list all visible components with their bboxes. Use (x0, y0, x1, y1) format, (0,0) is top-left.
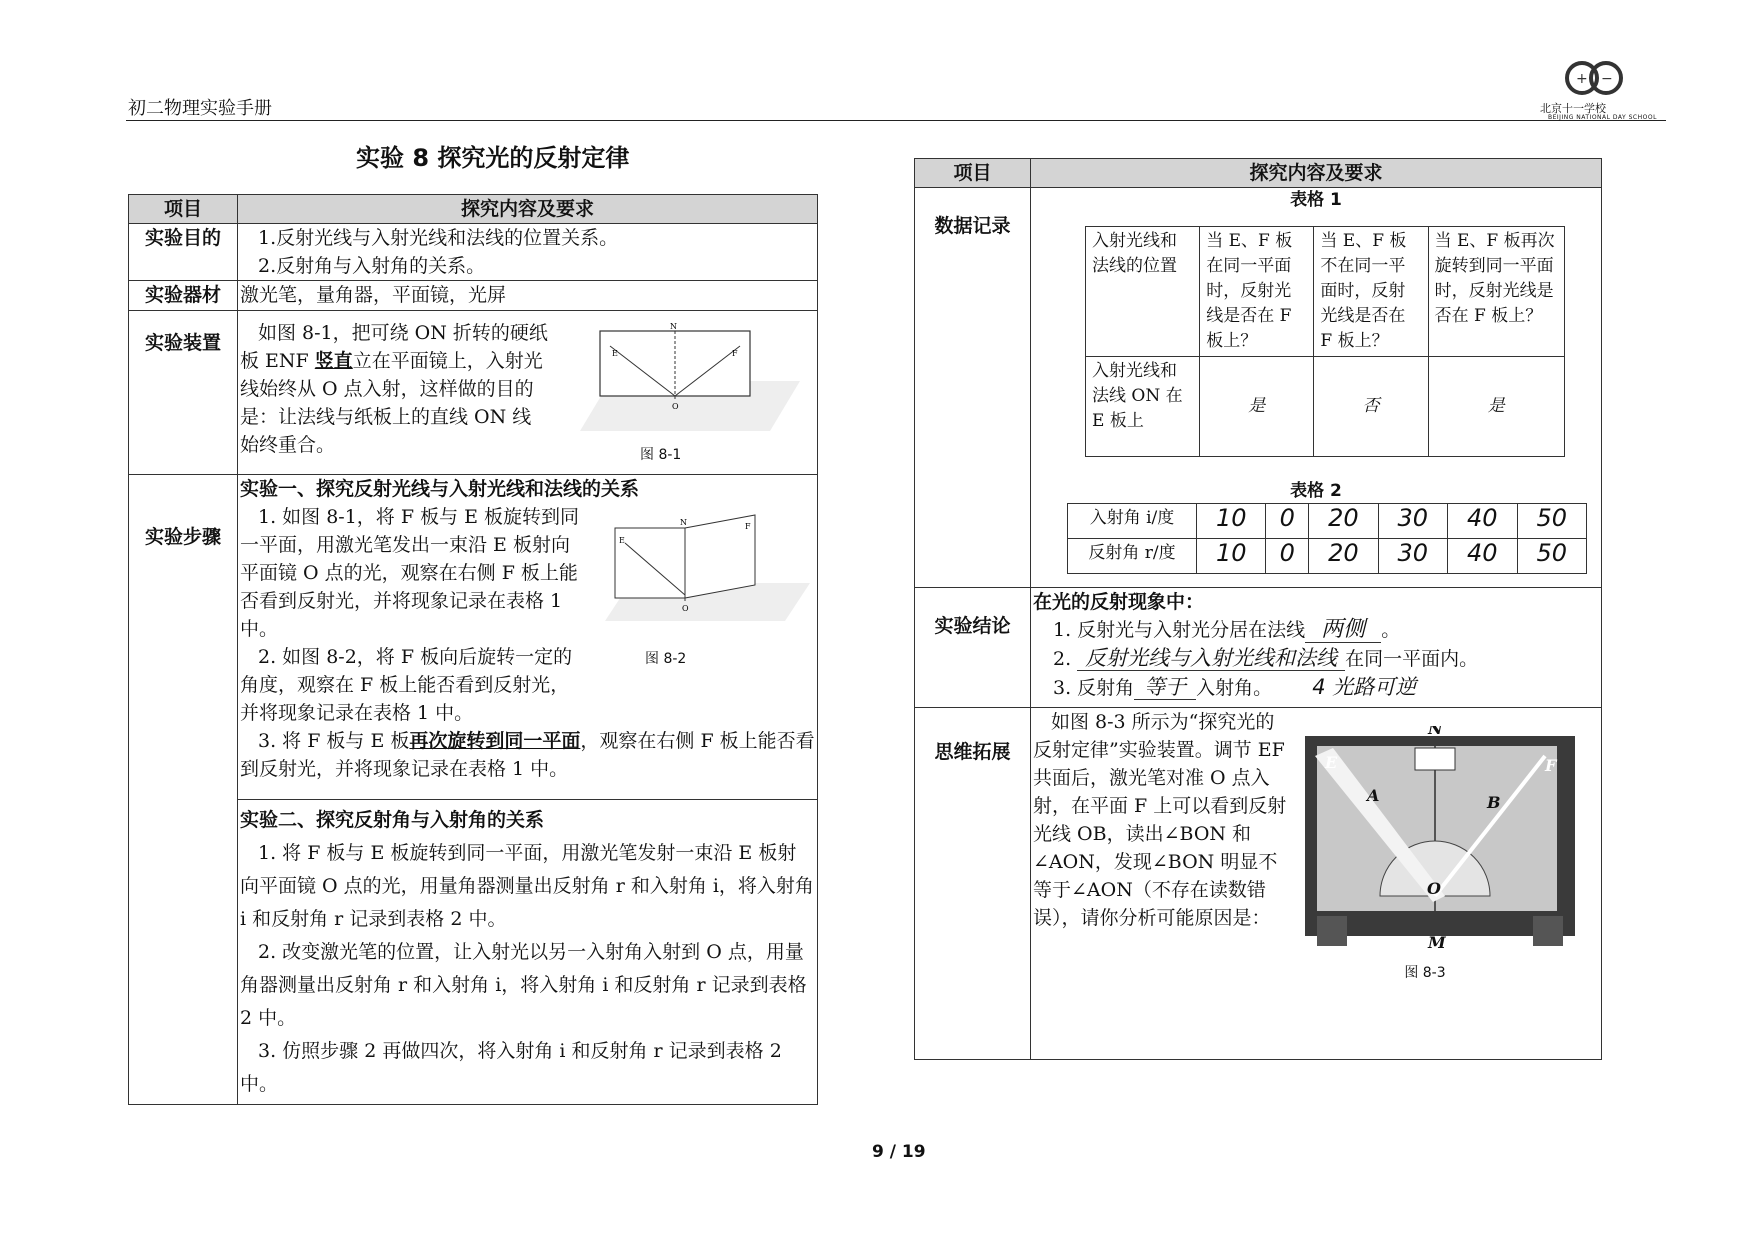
incident-angle-value: 0 (1266, 504, 1309, 539)
svg-text:F: F (732, 349, 738, 358)
svg-text:E: E (612, 349, 618, 358)
reflection-angle-value: 10 (1197, 539, 1266, 574)
answer-same-plane: 是 (1200, 357, 1314, 457)
left-table (128, 194, 818, 1105)
svg-text:O: O (672, 402, 679, 411)
school-logo-name: 北京十一学校 (1540, 102, 1606, 115)
extension-text: 如图 8-3 所示为“探究光的反射定律”实验装置。调节 EF 共面后，激光笔对准 O 点入射，在平面 F 上可以看到反射光线 OB，读出∠BON 和∠AON，发现∠BON 明显不等于∠AON（不存在读数错误），请你分析可能原因是： (1033, 711, 1287, 929)
reflection-angle-value: 30 (1378, 539, 1447, 574)
page-number: 9 / 19 (872, 1142, 926, 1162)
experiment-one-step-3: 3. 将 F 板与 E 板再次旋转到同一平面，观察在右侧 F 板上能否看到反射光，并将现象记录在表格 1 中。 (240, 730, 815, 780)
col-content-header: 探究内容及要求 (238, 195, 818, 224)
incident-angle-value: 10 (1197, 504, 1266, 539)
table-1: 入射光线和法线的位置 当 E、F 板在同一平面时，反射光线是否在 F 板上？ 当 E、F 板不在同一平面时，反射光线是否在 F 板上？ 当 E、F 板再次旋转到同一平面时，反射光线是否在 F 板上？ 入射光线和法线 ON 在 E 板上 是 否 是 (1085, 226, 1565, 457)
experiment-two-title: 实验二、探究反射角与入射角的关系 (240, 809, 545, 831)
reflection-board-diagram (550, 311, 800, 441)
figure-8-2 (585, 503, 815, 727)
reflection-angle-value: 0 (1266, 539, 1309, 574)
table-2 (1067, 503, 1587, 574)
svg-text:−: − (1601, 71, 1613, 87)
reflection-angle-value: 50 (1517, 539, 1586, 574)
svg-text:N: N (680, 518, 687, 527)
incident-angle-value: 20 (1309, 504, 1378, 539)
reflection-angle-label: 反射角 r/度 (1068, 539, 1197, 574)
extension-content (1031, 708, 1602, 1060)
figure-8-2-caption: 图 8-2 (645, 651, 687, 667)
col-item-header-right: 项目 (915, 159, 1031, 188)
incident-angle-value: 30 (1378, 504, 1447, 539)
svg-text:O: O (682, 604, 689, 613)
incident-angle-value: 40 (1448, 504, 1517, 539)
reflection-angle-value: 20 (1309, 539, 1378, 574)
figure-8-3 (1295, 708, 1595, 987)
data-record-label: 数据记录 (915, 188, 1031, 588)
steps-label: 实验步骤 (129, 475, 238, 1105)
rotated-board-diagram (585, 503, 810, 633)
svg-text:M: M (1428, 933, 1446, 951)
extension-label: 思维拓展 (915, 708, 1031, 1060)
col-content-header-right: 探究内容及要求 (1031, 159, 1602, 188)
setup-content (238, 311, 818, 475)
reflection-apparatus-photo (1295, 726, 1585, 951)
purpose-content: 1.反射光线与入射光线和法线的位置关系。 2.反射角与入射角的关系。 (238, 224, 818, 281)
school-logo-sub: BEIJING NATIONAL DAY SCHOOL (1548, 114, 1657, 121)
manual-title: 初二物理实验手册 (128, 98, 272, 119)
setup-text: 如图 8-1，把可绕 ON 折转的硬纸板 ENF 竖直立在平面镜上，入射光线始终从 O 点入射，这样做的目的是：让法线与纸板上的直线 ON 线始终重合。 (240, 322, 548, 456)
table-1-title: 表格 1 (1290, 190, 1342, 210)
svg-text:O: O (1427, 879, 1441, 898)
purpose-label: 实验目的 (129, 224, 238, 281)
table-1-row-label: 入射光线和法线 ON 在 E 板上 (1086, 357, 1200, 457)
equipment-content: 激光笔，量角器，平面镜，光屏 (238, 281, 818, 311)
right-table (914, 158, 1602, 1060)
col-item-header: 项目 (129, 195, 238, 224)
svg-text:+: + (1576, 71, 1588, 87)
experiment-one (238, 475, 818, 800)
table-2-title: 表格 2 (1290, 481, 1342, 501)
experiment-one-title: 实验一、探究反射光线与入射光线和法线的关系 (240, 478, 640, 500)
svg-text:E: E (1325, 753, 1338, 772)
figure-8-1 (550, 311, 810, 463)
svg-text:A: A (1367, 786, 1380, 805)
incident-angle-value: 50 (1517, 504, 1586, 539)
experiment-two: 实验二、探究反射角与入射角的关系 1. 将 F 板与 E 板旋转到同一平面，用激光笔发射一束沿 E 板射向平面镜 O 点的光，用量角器测量出反射角 r 和入射角 i，将入射角 i 和反射角 r 记录到表格 2 中。 2. 改变激光笔的位置，让入射光以另一入射角入射到 O 点，用量角器测量出反射角 r 和入射角 i，将入射角 i 和反射角 r 记录到表格 2 中。 3. 仿照步骤 2 再做四次，将入射角 i 和反射角 r 记录到表格 2 中。 (238, 800, 818, 1105)
conclusion-label: 实验结论 (915, 588, 1031, 708)
reflection-angle-value: 40 (1448, 539, 1517, 574)
svg-text:F: F (1545, 756, 1557, 775)
experiment-title: 实验 8 探究光的反射定律 (356, 144, 630, 172)
incident-angle-label: 入射角 i/度 (1068, 504, 1197, 539)
figure-8-1-caption: 图 8-1 (640, 447, 682, 463)
equipment-label: 实验器材 (129, 281, 238, 311)
setup-label: 实验装置 (129, 311, 238, 475)
experiment-one-steps: 1. 如图 8-1，将 F 板与 E 板旋转到同一平面，用激光笔发出一束沿 E 板射向平面镜 O 点的光，观察在右侧 F 板上能否看到反射光，并将现象记录在表格 1 中。 2. 如图 8-2，将 F 板向后旋转一定的角度，观察在 F 板上能否看到反射光，并将现象记录在表格 1 中。 (240, 506, 580, 724)
svg-text:N: N (1428, 726, 1443, 738)
figure-8-3-caption: 图 8-3 (1404, 965, 1446, 981)
conclusion-content: 在光的反射现象中： 1. 反射光与入射光分居在法线 两侧 。 2. 反射光线与入射光线和法线 在同一平面内。 3. 反射角 等于 入射角。 4 光路可逆 (1031, 588, 1602, 708)
svg-text:E: E (619, 536, 625, 545)
data-record-content (1031, 188, 1602, 588)
svg-text:N: N (670, 322, 677, 331)
answer-rotated: 否 (1314, 357, 1428, 457)
svg-text:B: B (1487, 793, 1501, 812)
answer-restored: 是 (1428, 357, 1564, 457)
svg-text:F: F (745, 522, 751, 531)
header-rule (126, 120, 1666, 121)
